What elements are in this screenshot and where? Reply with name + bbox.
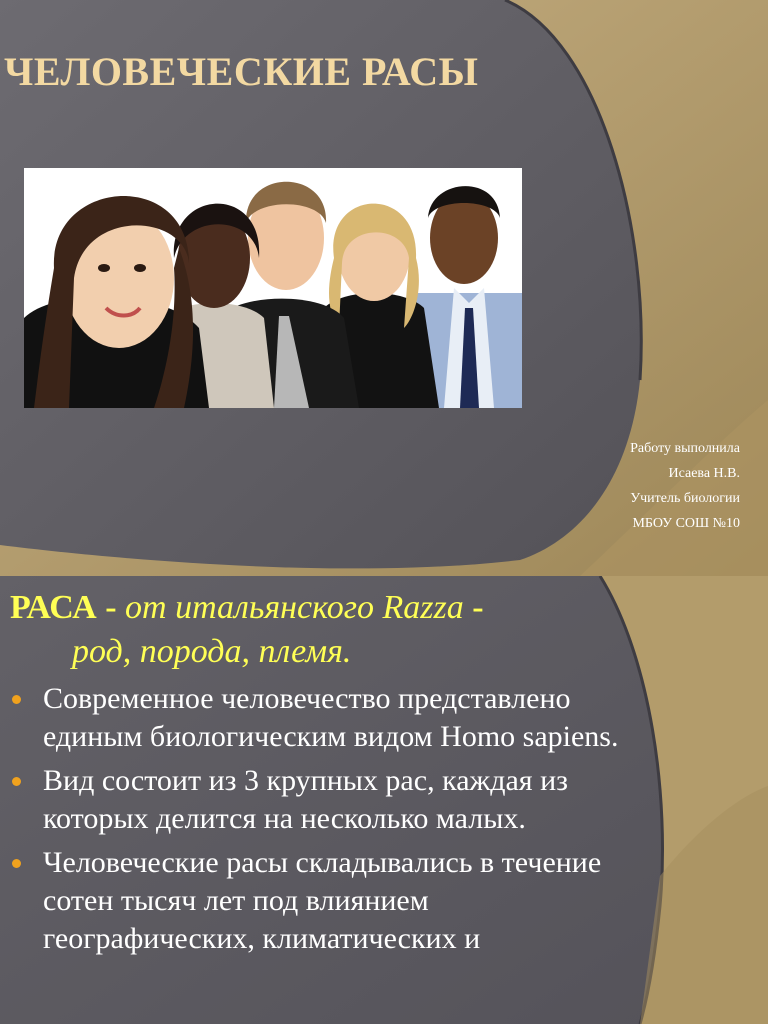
people-photo (24, 168, 522, 408)
definition-dash: - (463, 589, 484, 626)
definition-dash: - (96, 589, 126, 626)
bullet-text: Современное человечество представлено единым биологическим видом Homo sapiens. (43, 682, 619, 753)
bullet-icon (12, 859, 21, 868)
people-illustration (24, 168, 522, 408)
slide-definition (0, 576, 768, 1024)
bullet-icon (12, 777, 21, 786)
list-item (10, 680, 620, 756)
term-race: РАСА (10, 589, 97, 626)
credit-line: Исаева Н.В. (668, 466, 740, 481)
race-definition (10, 586, 610, 674)
credit-line: Работу выполнила (630, 441, 740, 456)
credit-line: Учитель биологии (630, 491, 740, 506)
list-item (10, 762, 620, 838)
bullet-list (10, 680, 620, 964)
definition-origin: от итальянского Razza (125, 589, 464, 626)
bullet-icon (12, 695, 21, 704)
page-title: ЧЕЛОВЕЧЕСКИЕ РАСЫ (4, 49, 479, 94)
bullet-text: Вид состоит из 3 крупных рас, каждая из которых делится на несколько малых. (43, 764, 569, 835)
definition-meaning: род, порода, племя. (72, 633, 352, 670)
credit-line: МБОУ СОШ №10 (632, 516, 740, 531)
author-credits (630, 436, 740, 536)
list-item (10, 844, 620, 958)
bullet-text: Человеческие расы складывались в течение сотен тысяч лет под влиянием географических, климатических и (43, 846, 602, 955)
